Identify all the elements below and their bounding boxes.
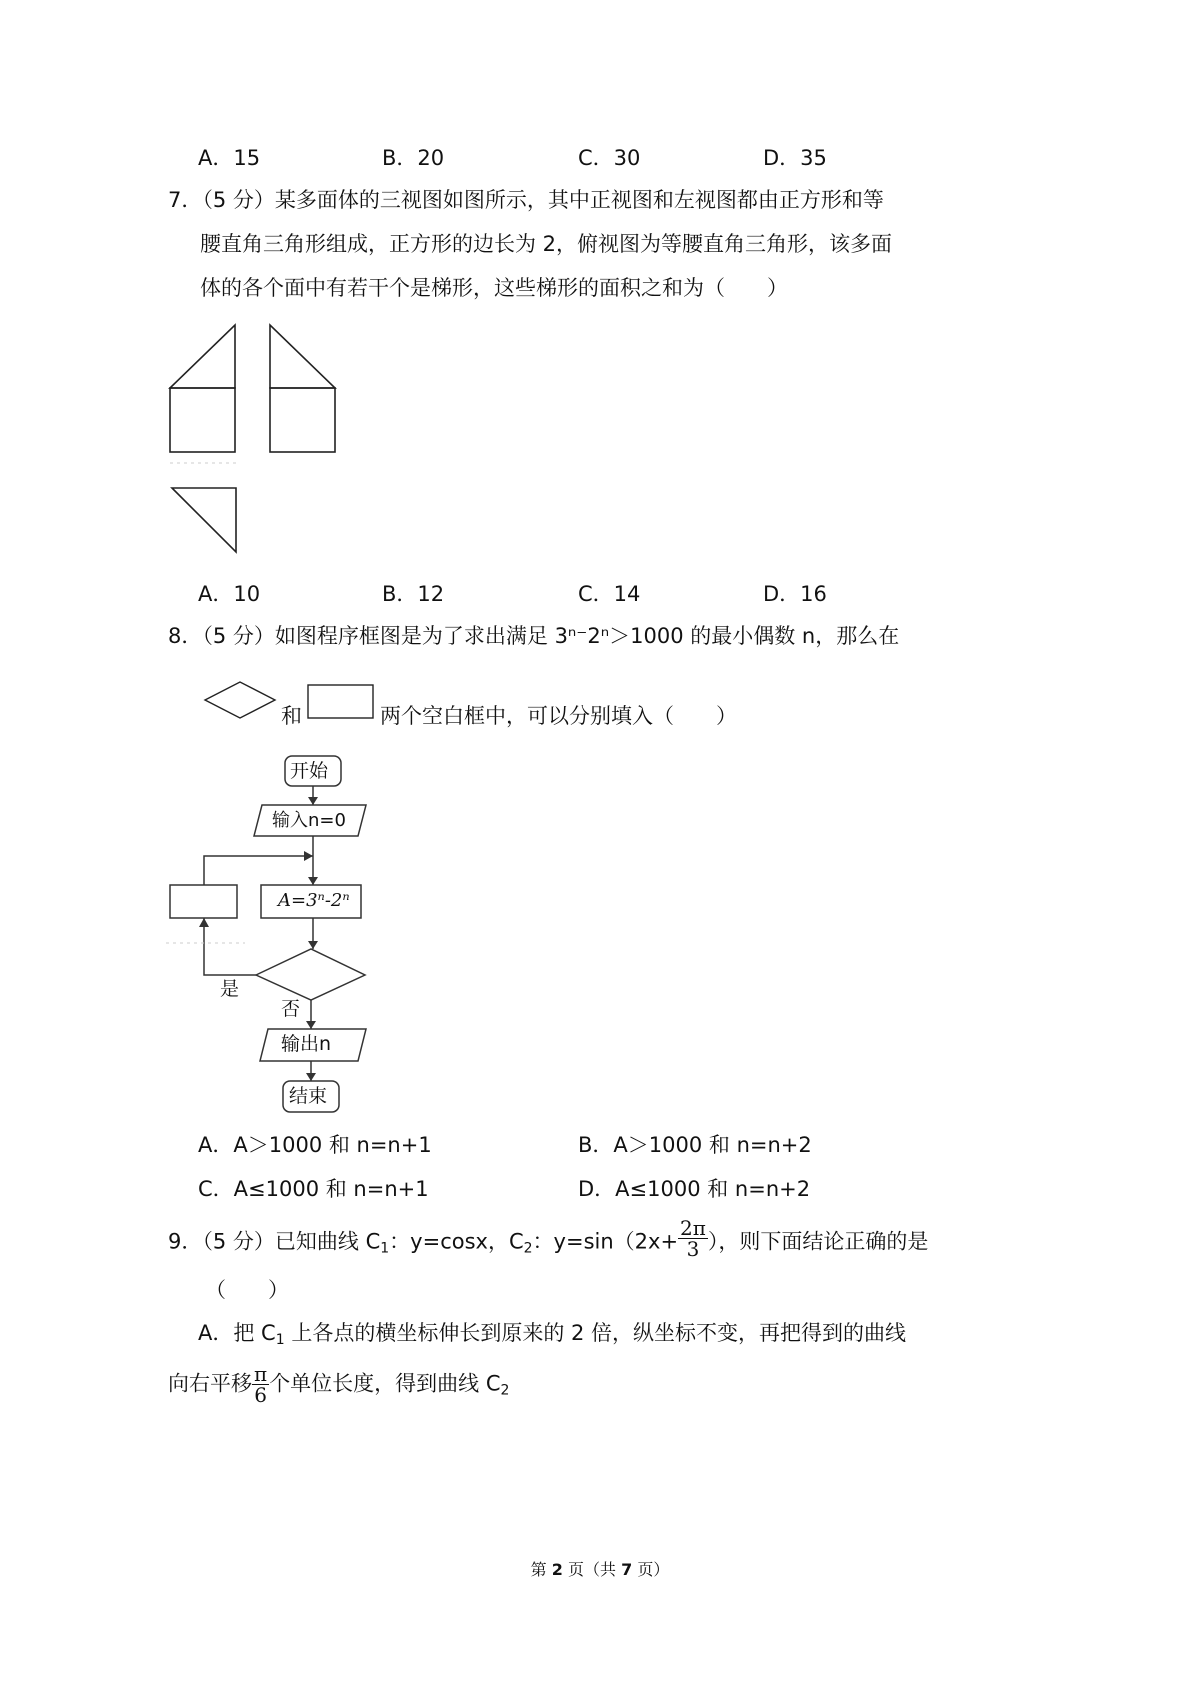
- q9-fraction-2pi-over-3: $\frac{2\pi}{3}$: [680, 1216, 706, 1261]
- q7-stem-line1: 7．（5 分）某多面体的三视图如图所示，其中正视图和左视图都由正方形和等: [168, 188, 884, 212]
- q7-option-c: C．14: [578, 582, 641, 606]
- front-view-square: [170, 388, 235, 452]
- q8-option-c: C．A≤1000 和 n=n+1: [198, 1177, 429, 1201]
- q9-fraction-pi-over-6: $\frac{\pi}{6}$: [254, 1362, 268, 1407]
- inline-rect-blank: [308, 685, 373, 718]
- q8-and-label: 和: [281, 704, 302, 728]
- flow-yes-label: 是: [220, 978, 240, 1000]
- q9-answer-paren: （ ）: [205, 1278, 289, 1302]
- q6-option-a: A．15: [198, 146, 261, 170]
- q7-stem-line3: 体的各个面中有若干个是梯形，这些梯形的面积之和为（ ）: [200, 276, 788, 300]
- q8-stem-line2: 两个空白框中，可以分别填入（ ）: [380, 704, 737, 728]
- side-view-square: [270, 388, 335, 452]
- flow-decision-diamond: [256, 949, 365, 1000]
- flow-assign-label: A=3ⁿ-2ⁿ: [278, 890, 350, 911]
- q7-option-a: A．10: [198, 582, 261, 606]
- q9-option-a-line1: A．把 $C_1$ 上各点的横坐标伸长到原来的 2 倍，纵坐标不变，再把得到的曲线: [198, 1321, 907, 1348]
- flow-output-label: 输出n: [281, 1033, 332, 1055]
- top-view-triangle: [172, 488, 236, 552]
- flow-blank-process-box: [170, 885, 237, 918]
- side-view-triangle: [270, 325, 335, 388]
- flow-end-label: 结束: [289, 1085, 328, 1107]
- q7-option-d: D．16: [763, 582, 827, 606]
- q8-option-b: B．A＞1000 和 n=n+2: [578, 1133, 812, 1157]
- q7-option-b: B．12: [382, 582, 445, 606]
- front-view-triangle: [170, 325, 235, 388]
- q8-stem-line1: 8．（5 分）如图程序框图是为了求出满足 3ⁿ⁻2ⁿ＞1000 的最小偶数 n，那么在: [168, 624, 900, 648]
- flow-no-label: 否: [281, 998, 301, 1020]
- q8-option-a: A．A＞1000 和 n=n+1: [198, 1133, 432, 1157]
- q9-stem-line1: 9．（5 分）已知曲线 $C_1$：y=cosx，$C_2$：y=sin（2x+ $\frac{2\pi}{3}$ ），则下面结论正确的是: [168, 1216, 929, 1261]
- inline-diamond-blank: [205, 682, 275, 718]
- flow-input-label: 输入n=0: [272, 810, 346, 831]
- page-footer: 第 2 页（共 7 页）: [530, 1560, 670, 1579]
- flow-start-label: 开始: [290, 760, 329, 782]
- q6-option-b: B．20: [382, 146, 445, 170]
- q7-stem-line2: 腰直角三角形组成，正方形的边长为 2，俯视图为等腰直角三角形，该多面: [200, 232, 893, 256]
- q8-option-d: D．A≤1000 和 n=n+2: [578, 1177, 811, 1201]
- q6-option-c: C．30: [578, 146, 641, 170]
- q9-option-a-line2: 向右平移 $\frac{\pi}{6}$ 个单位长度，得到曲线 $C_2$: [168, 1362, 510, 1407]
- q6-option-d: D．35: [763, 146, 827, 170]
